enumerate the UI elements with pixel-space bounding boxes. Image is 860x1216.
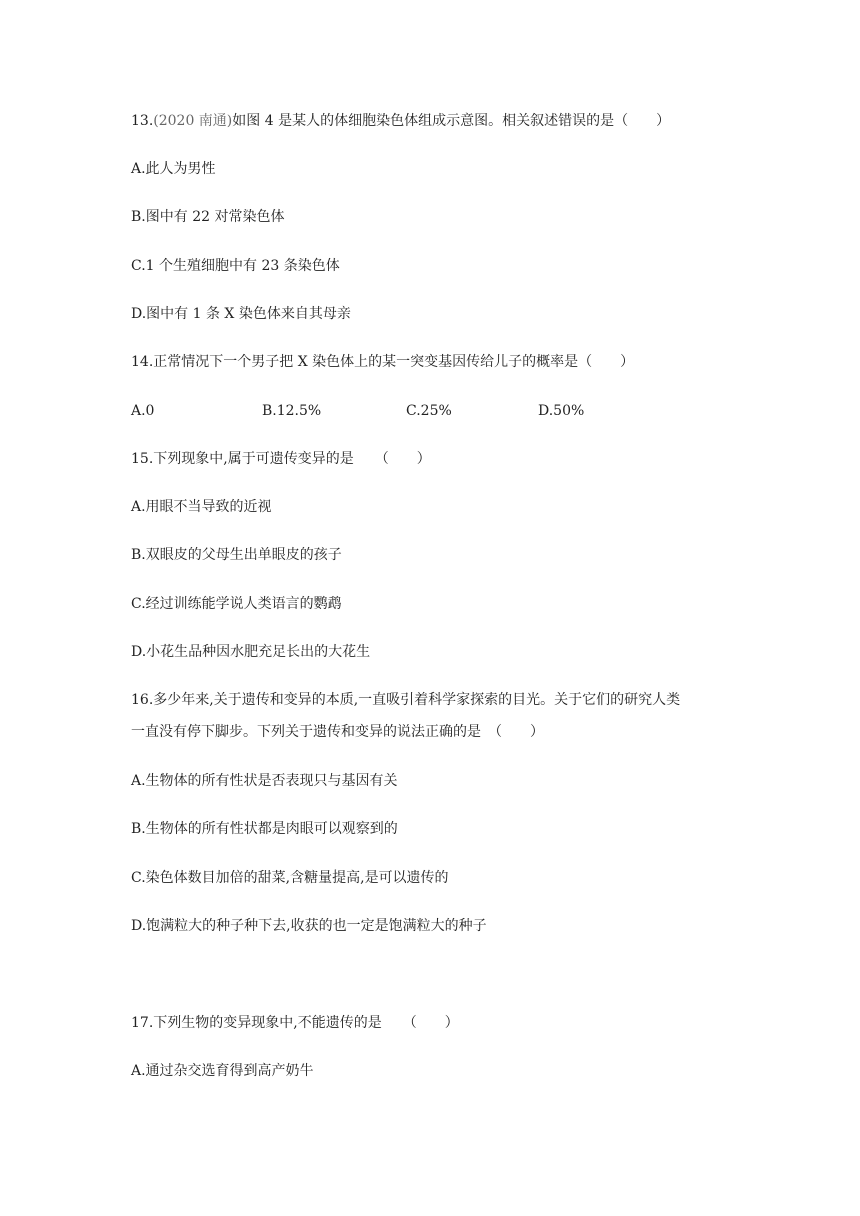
option-d: D.50% bbox=[538, 403, 585, 419]
option-a: A.通过杂交选育得到高产奶牛 bbox=[131, 1063, 314, 1079]
question-text: 多少年来,关于遗传和变异的本质,一直吸引着科学家探索的目光。关于它们的研究人类 bbox=[153, 692, 681, 708]
option-a: A.用眼不当导致的近视 bbox=[131, 499, 272, 515]
option-c: C.染色体数目加倍的甜菜,含糖量提高,是可以遗传的 bbox=[131, 870, 449, 886]
option-d: D.饱满粒大的种子种下去,收获的也一定是饱满粒大的种子 bbox=[131, 918, 487, 934]
question-text: 如图 4 是某人的体细胞染色体组成示意图。相关叙述错误的是（ ） bbox=[232, 113, 671, 129]
question-16-stem bbox=[131, 690, 680, 710]
option-a: A.0 bbox=[131, 403, 155, 419]
option-b: B.生物体的所有性状都是肉眼可以观察到的 bbox=[131, 821, 398, 837]
question-13-stem bbox=[131, 111, 670, 131]
question-text: 下列生物的变异现象中,不能遗传的是 （ ） bbox=[153, 1015, 459, 1031]
question-number: 17. bbox=[131, 1015, 154, 1031]
question-source: (2020 南通) bbox=[153, 113, 233, 129]
option-a: A.此人为男性 bbox=[131, 161, 216, 177]
option-b: B.图中有 22 对常染色体 bbox=[131, 209, 285, 225]
option-c: C.1 个生殖细胞中有 23 条染色体 bbox=[131, 258, 340, 274]
question-text: 正常情况下一个男子把 X 染色体上的某一突变基因传给儿子的概率是（ ） bbox=[153, 354, 635, 370]
option-a: A.生物体的所有性状是否表现只与基因有关 bbox=[131, 773, 398, 789]
option-d: D.小花生品种因水肥充足长出的大花生 bbox=[131, 644, 371, 660]
option-c: C.25% bbox=[406, 403, 452, 419]
question-14-stem bbox=[131, 352, 634, 372]
option-b: B.双眼皮的父母生出单眼皮的孩子 bbox=[131, 547, 342, 563]
question-number: 16. bbox=[131, 692, 154, 708]
question-16-stem-continued: 一直没有停下脚步。下列关于遗传和变异的说法正确的是 （ ） bbox=[131, 724, 544, 740]
option-b: B.12.5% bbox=[262, 403, 322, 419]
option-c: C.经过训练能学说人类语言的鹦鹉 bbox=[131, 596, 342, 612]
question-number: 15. bbox=[131, 451, 154, 467]
question-text: 下列现象中,属于可遗传变异的是 （ ） bbox=[153, 451, 431, 467]
question-15-stem bbox=[131, 449, 431, 469]
question-17-stem bbox=[131, 1013, 459, 1033]
question-number: 13. bbox=[131, 113, 154, 129]
question-number: 14. bbox=[131, 354, 154, 370]
option-d: D.图中有 1 条 X 染色体来自其母亲 bbox=[131, 306, 351, 322]
